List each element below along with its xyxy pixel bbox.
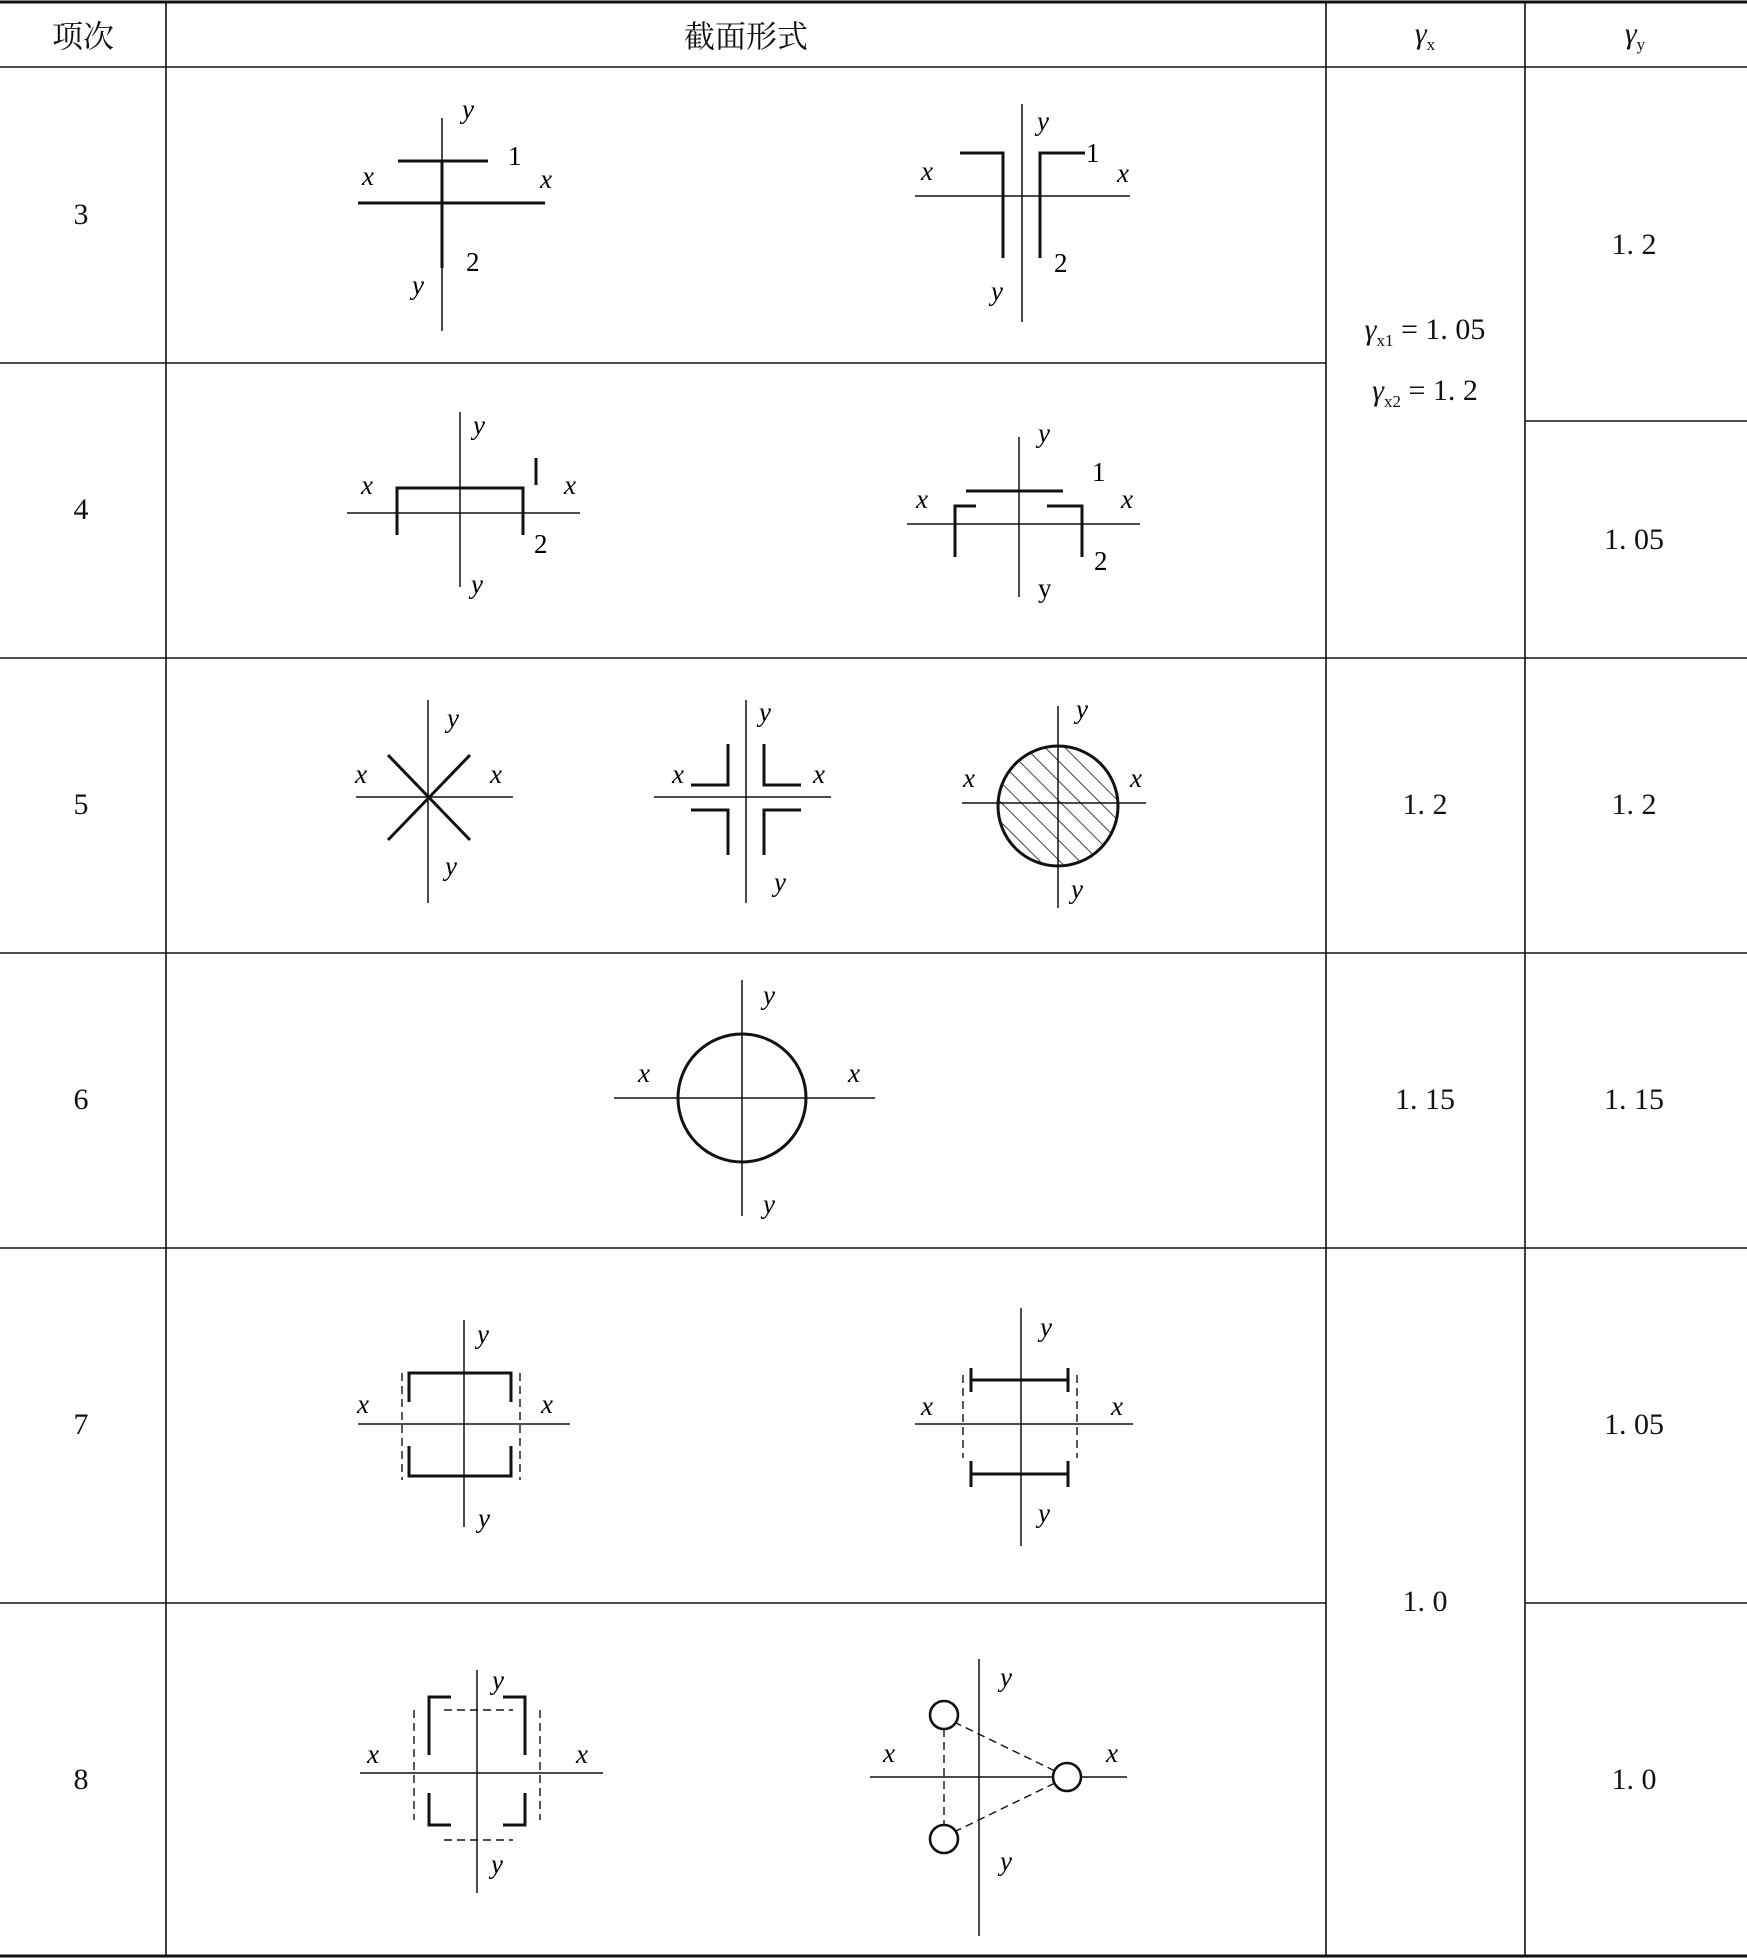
point-label-2: 2: [1054, 248, 1068, 278]
axis-label-x: x: [638, 1058, 650, 1088]
gamma-y-value: 1. 2: [1611, 228, 1657, 261]
axis-label-y: y: [991, 276, 1003, 306]
axis-label-y: y: [1038, 418, 1050, 448]
axis-label-y: y: [1000, 1662, 1012, 1692]
axis-label-y: y: [462, 94, 474, 124]
axis-label-x: x: [564, 470, 576, 500]
gamma-x2-formula: [1372, 374, 1478, 412]
item-number: 8: [73, 1763, 89, 1796]
axis-label-y-upright: y: [1038, 573, 1052, 603]
axis-label-x: x: [362, 161, 374, 191]
axis-label-y: y: [445, 851, 457, 881]
gamma-y-symbol: γ: [1624, 17, 1637, 50]
section-diagram-row7-double-channel: [356, 1319, 570, 1533]
point-label-1: 1: [1092, 457, 1106, 487]
section-diagram-row4-tee-channel: [907, 418, 1140, 603]
axis-label-x: x: [490, 759, 502, 789]
gamma-y-value: 1. 15: [1604, 1083, 1664, 1116]
axis-label-x: x: [541, 1389, 553, 1419]
axis-label-y: y: [491, 1849, 503, 1879]
table-grid: [0, 2, 1747, 1956]
section-diagram-row3-tee: [358, 94, 552, 331]
axis-label-x: x: [963, 763, 975, 793]
gamma-symbol: γ: [1372, 374, 1384, 407]
header-section-form: 截面形式: [684, 19, 808, 55]
axis-label-x: x: [848, 1058, 860, 1088]
section-diagram-row4-channel: [347, 410, 580, 599]
axis-label-y: y: [763, 1189, 775, 1219]
gamma-subscript: x1: [1376, 331, 1394, 350]
gamma-value: = 1. 2: [1408, 374, 1478, 407]
header-gamma-y: [1625, 17, 1645, 55]
axis-label-y: y: [471, 569, 483, 599]
axis-label-y: y: [412, 270, 424, 300]
axis-label-y: y: [759, 697, 771, 727]
point-label-2: 2: [534, 529, 548, 559]
axis-label-y: y: [763, 980, 775, 1010]
section-diagram-row5-cross: [354, 700, 513, 903]
axis-label-y: y: [477, 1319, 489, 1349]
header-gamma-x: [1415, 17, 1435, 55]
axis-label-x: x: [355, 759, 367, 789]
section-diagram-row5-solid-round: [962, 694, 1146, 908]
axis-label-x: x: [361, 470, 373, 500]
axis-label-x: x: [1130, 763, 1142, 793]
point-label-2: 2: [1094, 546, 1108, 576]
item-number: 3: [73, 198, 89, 231]
header-item-no: 项次: [52, 19, 114, 55]
gamma-subscript: x2: [1383, 392, 1401, 411]
point-label-1: 1: [508, 141, 522, 171]
item-number: 4: [73, 493, 89, 526]
gamma-y-value: 1. 2: [1611, 788, 1657, 821]
axis-label-y: y: [492, 1665, 504, 1695]
gamma-y-value: 1. 0: [1611, 1763, 1657, 1796]
section-diagram-row6-hollow-tube: [614, 980, 875, 1219]
axis-label-y: y: [774, 867, 786, 897]
axis-label-x: x: [1106, 1738, 1118, 1768]
axis-label-y: y: [1000, 1846, 1012, 1876]
axis-label-x: x: [813, 759, 825, 789]
point-label-1: 1: [1086, 138, 1100, 168]
axis-label-y: y: [447, 703, 459, 733]
axis-label-x: x: [921, 156, 933, 186]
axis-label-y: y: [1071, 874, 1083, 904]
axis-label-x: x: [916, 484, 928, 514]
gamma-x-value: 1. 2: [1402, 788, 1448, 821]
item-number: 6: [73, 1083, 89, 1116]
gamma-y-value: 1. 05: [1604, 523, 1664, 556]
axis-label-x: x: [576, 1739, 588, 1769]
axis-label-x: x: [1121, 484, 1133, 514]
gamma-symbol: γ: [1364, 313, 1377, 346]
axis-label-y: y: [473, 410, 485, 440]
gamma-x-subscript: x: [1426, 35, 1436, 54]
item-number: 5: [73, 788, 89, 821]
axis-label-y: y: [1076, 694, 1088, 724]
axis-label-x: x: [367, 1739, 379, 1769]
axis-label-x: x: [883, 1738, 895, 1768]
section-diagram-row8-four-angles-boxed: [360, 1665, 603, 1893]
axis-label-y: y: [1038, 1498, 1050, 1528]
section-diagram-row8-three-tubes: [870, 1659, 1127, 1936]
section-diagram-row3-double-angle: [915, 104, 1130, 322]
gamma-y-value: 1. 05: [1604, 1408, 1664, 1441]
gamma-y-subscript: y: [1636, 35, 1646, 54]
axis-label-x: x: [672, 759, 684, 789]
gamma-x-value: 1. 15: [1395, 1083, 1455, 1116]
axis-label-x: x: [1117, 158, 1129, 188]
item-number: 7: [73, 1408, 89, 1441]
axis-label-x: x: [921, 1391, 933, 1421]
axis-label-y: y: [1040, 1312, 1052, 1342]
point-label-2: 2: [466, 247, 480, 277]
section-diagram-row5-four-angles: [654, 697, 831, 903]
axis-label-y: y: [1037, 106, 1049, 136]
axis-label-y: y: [478, 1503, 490, 1533]
gamma-value: = 1. 05: [1400, 313, 1486, 346]
axis-label-x: x: [1111, 1391, 1123, 1421]
gamma-x-symbol: γ: [1414, 17, 1427, 50]
gamma-x1-formula: [1365, 313, 1486, 351]
axis-label-x: x: [540, 164, 552, 194]
axis-label-x: x: [357, 1389, 369, 1419]
gamma-x-value: 1. 0: [1402, 1585, 1448, 1618]
section-diagram-row7-double-ibeam: [915, 1308, 1133, 1546]
